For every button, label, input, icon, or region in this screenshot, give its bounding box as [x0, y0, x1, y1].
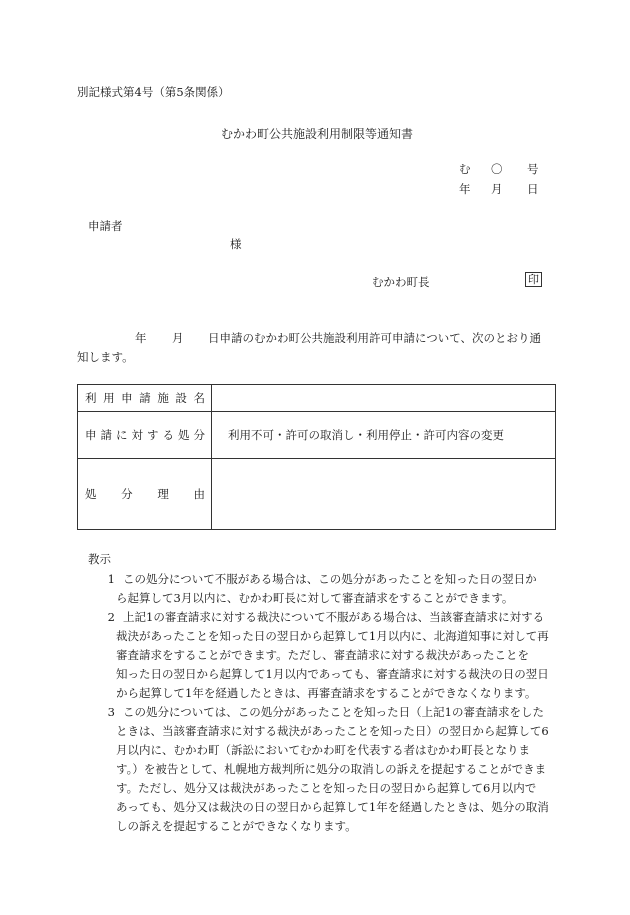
instruction-item — [88, 570, 558, 608]
body-year: 年 — [135, 331, 147, 345]
label-char: 分 — [121, 487, 133, 501]
instruction-line: 月以内に、むかわ町（訴訟においてむかわ町を代表する者はむかわ町長となりま — [116, 743, 530, 757]
instruction-line: しの訴えを提起することができなくなります。 — [116, 819, 357, 833]
ref-day: 日 — [527, 182, 539, 196]
label-char: 申 — [121, 391, 133, 405]
label-char: 請 — [100, 428, 112, 442]
ref-month: 月 — [491, 182, 503, 196]
instruction-item — [88, 703, 558, 836]
applicant-label: 申請者 — [88, 219, 123, 233]
value-reason — [212, 459, 556, 530]
value-disposition: 利用不可・許可の取消し・利用停止・許可内容の変更 — [212, 412, 556, 459]
ref-number-suffix: 号 — [527, 162, 539, 176]
instruction-line: 知った日の翌日から起算して1月以内であっても、審査請求に対する裁決の日の翌日 — [116, 667, 549, 681]
label-char: 施 — [157, 391, 169, 405]
ref-year: 年 — [459, 182, 471, 196]
issuer-title: むかわ町長 — [372, 275, 430, 289]
notice-table — [77, 384, 556, 530]
instructions-section — [88, 550, 558, 836]
seal-icon: 印 — [525, 272, 542, 287]
instruction-text — [116, 703, 558, 836]
form-number: 別記様式第4号（第5条関係） — [77, 85, 230, 99]
seal-mark — [525, 272, 542, 287]
document-title: むかわ町公共施設利用制限等通知書 — [221, 127, 414, 141]
instruction-number: 2 — [107, 610, 115, 624]
body-month: 月 — [172, 331, 184, 345]
label-char: 設 — [175, 391, 187, 405]
table-row — [78, 412, 556, 459]
label-char: 名 — [193, 391, 205, 405]
instruction-text — [116, 570, 558, 608]
label-reason — [78, 459, 212, 530]
label-char: 対 — [131, 428, 143, 442]
label-disposition — [78, 412, 212, 459]
label-char: 申 — [85, 428, 97, 442]
instruction-number: 3 — [107, 705, 115, 719]
label-char: 利 — [85, 391, 97, 405]
instruction-line: す。ただし、処分又は裁決があったことを知った日の翌日から起算して6月以内で — [116, 781, 537, 795]
applicant-honorific: 様 — [230, 237, 242, 251]
instruction-line: ときは、当該審査請求に対する裁決があったことを知った日）の翌日から起算して6 — [116, 724, 549, 738]
label-char: 理 — [157, 487, 169, 501]
instruction-line: 審査請求をすることができます。ただし、審査請求に対する裁決があったことを — [116, 648, 529, 662]
ref-circle: 〇 — [491, 162, 503, 176]
instruction-line: あっても、処分又は裁決の日の翌日から起算して1年を経過したときは、処分の取消 — [116, 800, 549, 814]
label-char: 分 — [193, 428, 205, 442]
instruction-item — [88, 608, 558, 703]
value-facility — [212, 385, 556, 412]
ref-prefix: む — [459, 162, 471, 176]
instruction-line: 裁決があったことを知った日の翌日から起算して1月以内に、北海道知事に対して再 — [116, 629, 549, 643]
instruction-line: す。）を被告として、札幌地方裁判所に処分の取消しの訴えを提起することができま — [116, 762, 547, 776]
label-char: 由 — [193, 487, 205, 501]
body-line1: 日申請のむかわ町公共施設利用許可申請について、次のとおり通 — [208, 331, 542, 345]
instruction-number: 1 — [107, 572, 115, 586]
instruction-line: から起算して1年を経過したときは、再審査請求をすることができなくなります。 — [116, 686, 537, 700]
instructions-heading: 教示 — [88, 552, 111, 566]
label-char: 処 — [85, 487, 97, 501]
label-char: 用 — [103, 391, 115, 405]
instruction-line: この処分については、この処分があったことを知った日（上記1の審査請求をした — [123, 705, 544, 719]
label-char: に — [116, 428, 128, 442]
label-char: す — [147, 428, 159, 442]
label-char: る — [162, 428, 174, 442]
instruction-line: この処分について不服がある場合は、この処分があったことを知った日の翌日か — [123, 572, 537, 586]
body-line2: 知します。 — [77, 350, 134, 364]
table-row — [78, 459, 556, 530]
instructions-list — [88, 570, 558, 836]
label-char: 処 — [178, 428, 190, 442]
table-row — [78, 385, 556, 412]
instruction-line: ら起算して3月以内に、むかわ町長に対して審査請求をすることができます。 — [116, 591, 514, 605]
label-char: 請 — [139, 391, 151, 405]
label-facility — [78, 385, 212, 412]
instruction-line: 上記1の審査請求に対する裁決について不服がある場合は、当該審査請求に対する — [123, 610, 545, 624]
instruction-text — [116, 608, 558, 703]
